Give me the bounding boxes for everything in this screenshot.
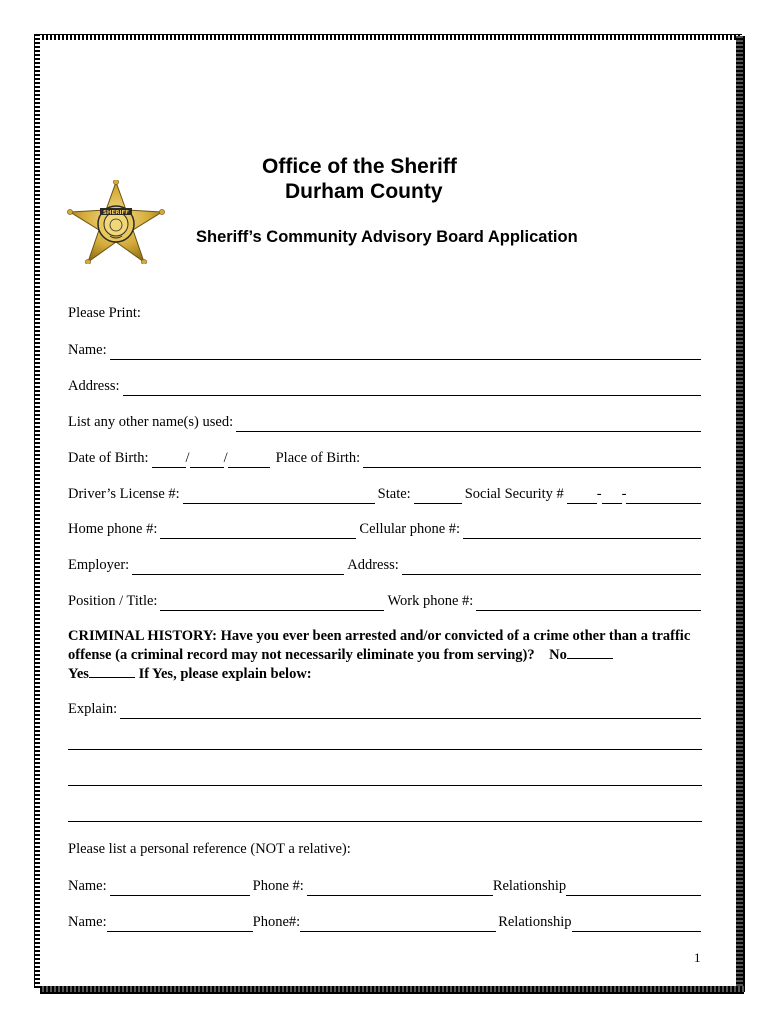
reference-1-name-field[interactable] [110,881,250,896]
svg-text:SHERIFF: SHERIFF [102,210,130,216]
drivers-license-field[interactable] [183,489,375,504]
employer-field[interactable] [132,560,344,575]
explain-line-2[interactable] [68,749,702,750]
home-phone-field[interactable] [160,524,356,539]
page-border-bottom [40,986,744,994]
ssn-label: Social Security # [464,486,564,502]
page-border-left [34,34,40,988]
reference-relationship-label: Relationship [498,914,572,930]
reference-2-name-field[interactable] [107,917,253,932]
no-answer-field[interactable] [567,645,613,659]
explain-field[interactable] [120,704,701,719]
page-border-right [736,36,745,992]
name-row [68,340,704,360]
ssn-separator: - [621,486,627,502]
if-yes-instruction: If Yes, please explain below: [138,666,312,682]
name-label: Name: [68,342,107,358]
cell-phone-field[interactable] [463,524,701,539]
ssn-part3-field[interactable] [626,489,701,504]
explain-label: Explain: [68,701,118,717]
place-of-birth-label: Place of Birth: [275,450,361,466]
reference-heading: Please list a personal reference (NOT a relative): [68,841,351,857]
reference-row-2 [68,912,704,932]
reference-phone-label: Phone #: [252,878,304,894]
dob-row [68,448,704,468]
state-label: State: [377,486,411,502]
page-border-top [34,34,742,40]
reference-1-relationship-field[interactable] [566,881,701,896]
address-label: Address: [68,378,120,394]
home-phone-label: Home phone #: [68,521,158,537]
cell-phone-label: Cellular phone #: [359,521,461,537]
yes-label: Yes [68,666,89,682]
reference-row-1 [68,876,704,896]
reference-2-relationship-field[interactable] [572,917,702,932]
reference-name-label: Name: [68,914,107,930]
other-names-row [68,412,704,432]
address-field[interactable] [123,381,701,396]
dob-separator: / [185,450,190,466]
name-field[interactable] [110,345,701,360]
other-names-field[interactable] [236,417,701,432]
county-title: Durham County [285,180,443,203]
sheriff-badge-icon [66,180,166,264]
dob-day-field[interactable] [190,453,224,468]
please-print-label: Please Print: [68,305,141,321]
drivers-license-label: Driver’s License #: [68,486,180,502]
explain-line-4[interactable] [68,821,702,822]
reference-phone-label: Phone#: [252,914,301,930]
page-number: 1 [694,950,701,965]
ssn-separator: - [596,486,602,502]
dob-month-field[interactable] [152,453,186,468]
dob-separator: / [223,450,228,466]
explain-line-3[interactable] [68,785,702,786]
employer-address-label: Address: [347,557,399,573]
work-phone-field[interactable] [476,596,701,611]
reference-relationship-label: Relationship [492,878,567,894]
employer-row [68,555,704,575]
position-row [68,591,704,611]
phones-row [68,519,704,539]
work-phone-label: Work phone #: [387,593,474,609]
state-field[interactable] [414,489,462,504]
no-label: No [549,647,567,663]
yes-answer-field[interactable] [89,664,135,678]
reference-1-phone-field[interactable] [307,881,493,896]
position-label: Position / Title: [68,593,158,609]
employer-address-field[interactable] [402,560,701,575]
dob-year-field[interactable] [228,453,270,468]
address-row [68,376,704,396]
form-subtitle: Sheriff’s Community Advisory Board Application [196,228,578,246]
criminal-history-text: CRIMINAL HISTORY: Have you ever been arrested and/or convicted of a crime other than a traffic offense (a criminal record may not necessarily eliminate you from serving)? [68,628,691,663]
employer-label: Employer: [68,557,130,573]
reference-2-phone-field[interactable] [300,917,496,932]
page-title: Office of the Sheriff [262,155,457,178]
license-row [68,484,704,504]
ssn-part1-field[interactable] [567,489,597,504]
other-names-label: List any other name(s) used: [68,414,234,430]
dob-label: Date of Birth: [68,450,149,466]
criminal-history-question [68,627,708,683]
reference-name-label: Name: [68,878,107,894]
ssn-part2-field[interactable] [602,489,622,504]
place-of-birth-field[interactable] [363,453,701,468]
explain-row [68,699,704,719]
position-field[interactable] [160,596,384,611]
